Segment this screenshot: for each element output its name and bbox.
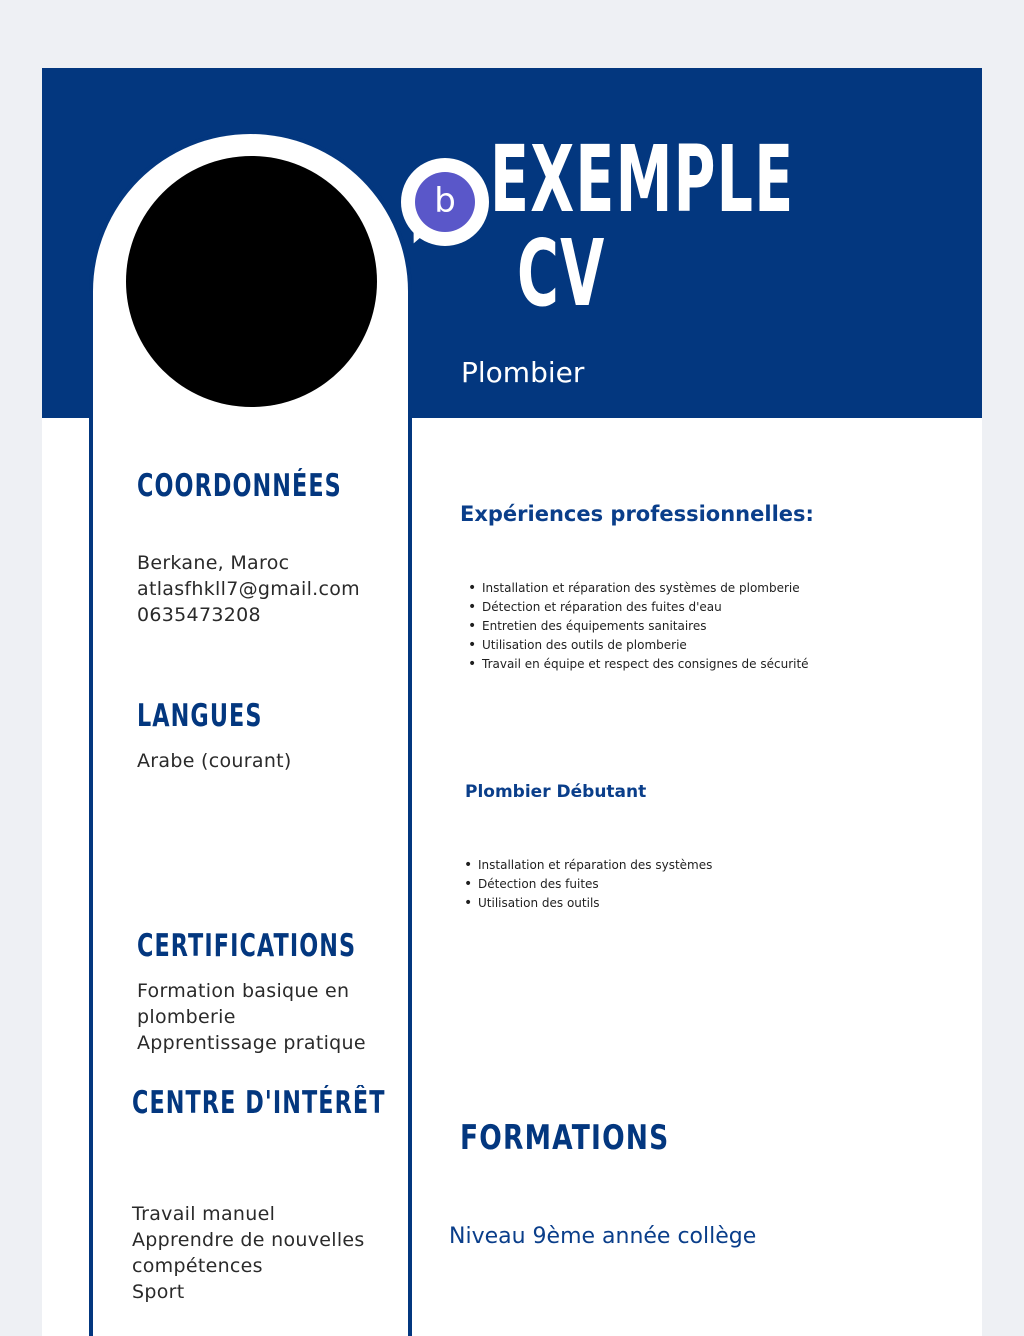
- list-item: • Détection des fuites: [464, 875, 712, 894]
- contact-email: atlasfhkll7@gmail.com: [137, 578, 360, 600]
- interests-heading: CENTRE D'INTÉRÊT: [132, 1085, 386, 1121]
- title-line-2: CV: [517, 220, 606, 327]
- list-item: • Installation et réparation des systèmes de plomberie: [468, 579, 809, 598]
- formation-level: Niveau 9ème année collège: [449, 1224, 757, 1249]
- experience-list: [468, 579, 809, 674]
- list-item: • Installation et réparation des systèmes: [464, 856, 712, 875]
- cv-page: [42, 68, 982, 1336]
- list-item: • Utilisation des outils de plomberie: [468, 636, 809, 655]
- formations-heading: FORMATIONS: [460, 1118, 670, 1158]
- certification-line: Formation basique en: [137, 980, 350, 1002]
- role-list: [464, 856, 712, 913]
- contact-heading: COORDONNÉES: [137, 468, 342, 504]
- experience-heading: Expériences professionnelles:: [460, 502, 814, 526]
- interest-item: Travail manuel: [132, 1203, 276, 1225]
- list-item: • Travail en équipe et respect des consignes de sécurité: [468, 655, 809, 674]
- languages-block: [137, 748, 292, 774]
- interest-item: Sport: [132, 1281, 185, 1303]
- profile-photo: [126, 156, 377, 407]
- certification-line: plomberie: [137, 1006, 236, 1028]
- contact-location: Berkane, Maroc: [137, 552, 290, 574]
- title-line-1: EXEMPLE: [490, 126, 795, 233]
- role-heading: Plombier Débutant: [465, 782, 647, 802]
- list-item: • Détection et réparation des fuites d'eau: [468, 598, 809, 617]
- certifications-heading: CERTIFICATIONS: [137, 928, 357, 964]
- certification-line: Apprentissage pratique: [137, 1032, 366, 1054]
- language-item: Arabe (courant): [137, 750, 292, 772]
- list-item: • Utilisation des outils: [464, 894, 712, 913]
- certifications-block: [137, 978, 366, 1056]
- contact-block: [137, 550, 360, 628]
- interest-item: compétences: [132, 1255, 263, 1277]
- job-title: Plombier: [461, 356, 585, 389]
- contact-phone: 0635473208: [137, 604, 261, 626]
- logo-b-icon: b: [415, 172, 475, 232]
- interests-block: [132, 1201, 365, 1305]
- interest-item: Apprendre de nouvelles: [132, 1229, 365, 1251]
- list-item: • Entretien des équipements sanitaires: [468, 617, 809, 636]
- languages-heading: LANGUES: [137, 698, 263, 734]
